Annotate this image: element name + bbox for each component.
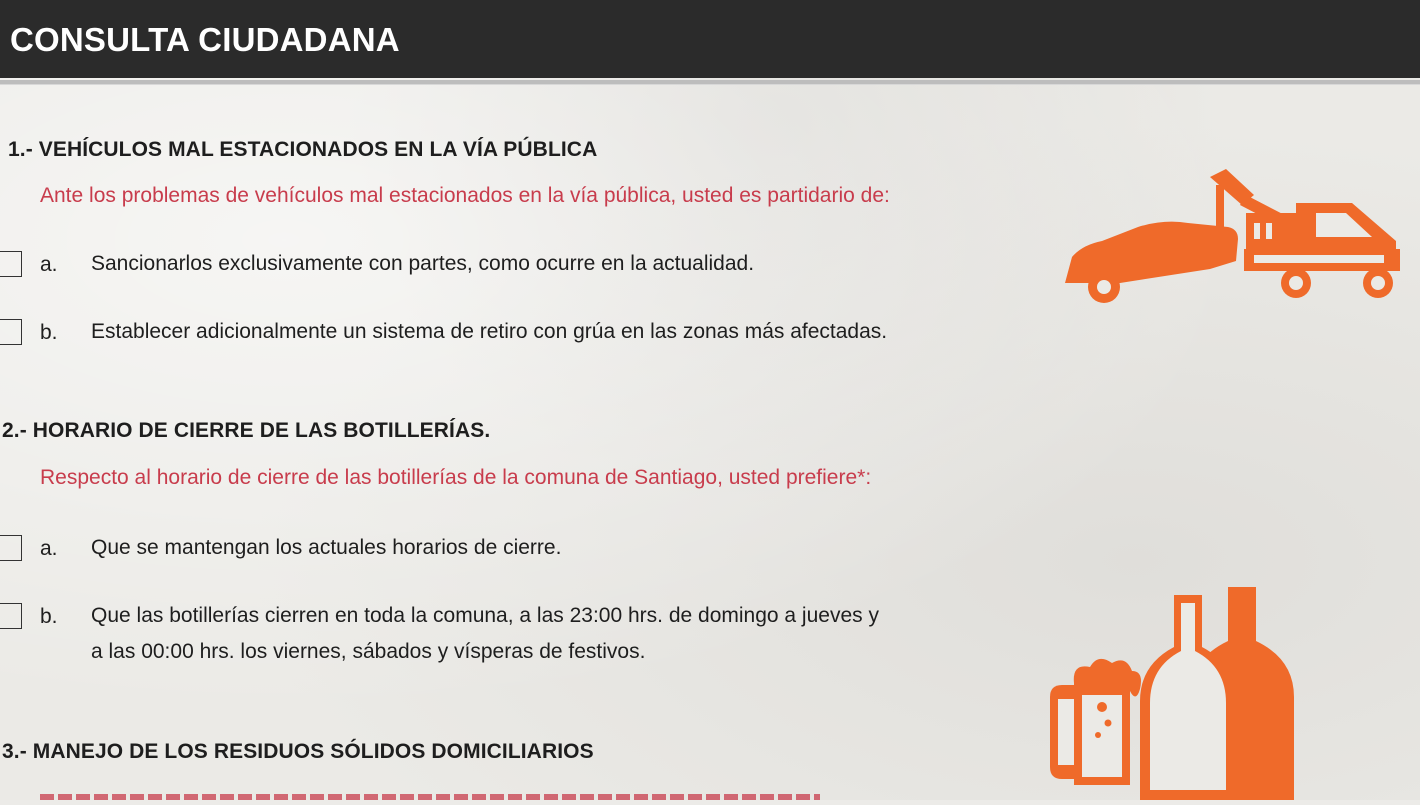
option-text	[91, 598, 879, 670]
option-letter: b.	[40, 321, 58, 344]
checkbox[interactable]	[0, 251, 22, 277]
question-1-prompt: Ante los problemas de vehículos mal estacionados en la vía pública, usted es partidario de:	[40, 184, 890, 207]
option-line: Establecer adicionalmente un sistema de retiro con grúa en las zonas más afectadas.	[91, 320, 888, 343]
option-text	[91, 246, 754, 282]
checkbox[interactable]	[0, 319, 22, 345]
option-text	[91, 314, 887, 350]
tow-truck-icon	[1060, 165, 1410, 320]
option-line: Sancionarlos exclusivamente con partes, como ocurre en la actualidad.	[91, 252, 755, 275]
option-line: a las 00:00 hrs. los viernes, sábados y vísperas de festivos.	[91, 640, 646, 663]
option-line: Que se mantengan los actuales horarios de cierre.	[91, 536, 562, 559]
page-title: CONSULTA CIUDADANA	[10, 21, 400, 58]
option-line: Que las botillerías cierren en toda la comuna, a las 23:00 hrs. de domingo a jueves y	[91, 604, 879, 627]
checkbox[interactable]	[0, 603, 22, 629]
question-2-title: 2.- HORARIO DE CIERRE DE LAS BOTILLERÍAS.	[2, 419, 491, 442]
question-2-prompt: Respecto al horario de cierre de las botillerías de la comuna de Santiago, usted prefiere*:	[40, 466, 872, 489]
checkbox[interactable]	[0, 535, 22, 561]
option-text	[91, 530, 561, 566]
header-divider	[0, 80, 1420, 85]
header-bar	[0, 0, 1420, 78]
option-letter: b.	[40, 605, 58, 628]
option-letter: a.	[40, 537, 58, 560]
option-letter: a.	[40, 253, 58, 276]
beer-bottles-icon	[1050, 585, 1305, 805]
question-3-prompt-cutoff	[40, 788, 820, 800]
question-1-title: 1.- VEHÍCULOS MAL ESTACIONADOS EN LA VÍA PÚBLICA	[8, 138, 598, 161]
question-3-title: 3.- MANEJO DE LOS RESIDUOS SÓLIDOS DOMICILIARIOS	[2, 740, 594, 763]
